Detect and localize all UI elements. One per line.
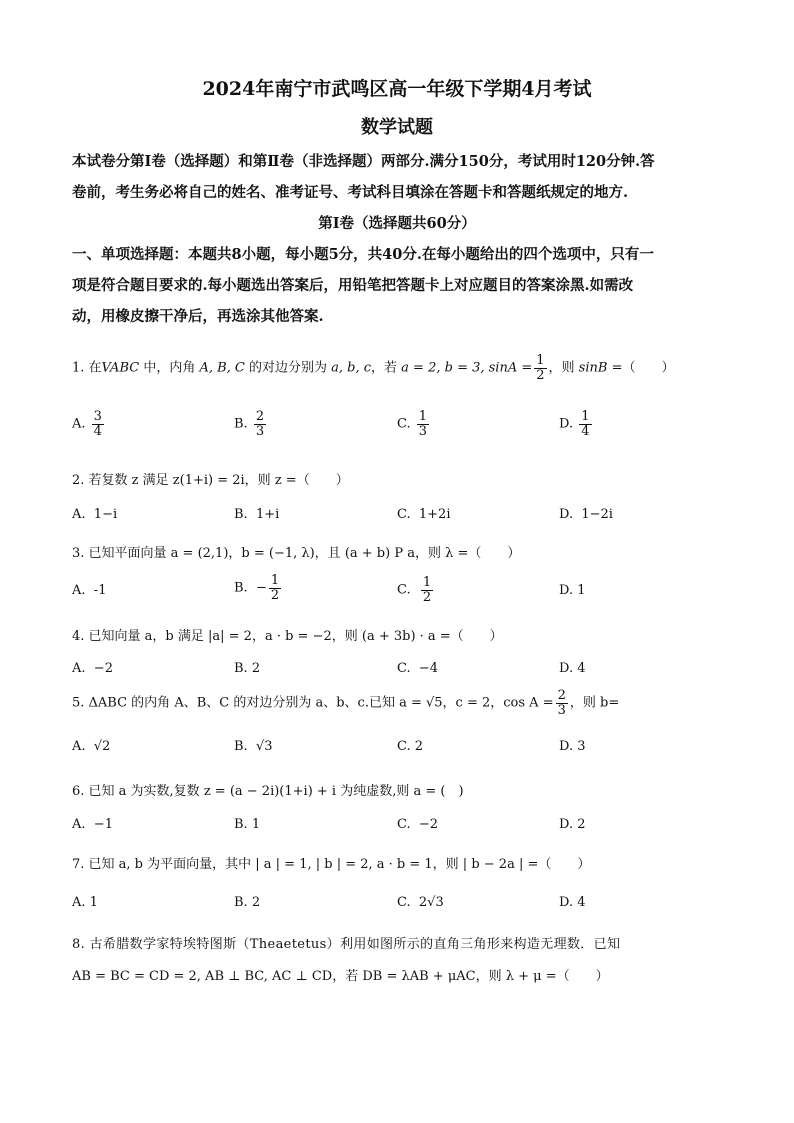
q1-condition: a = 2, b = 3, sinA = xyxy=(401,360,533,376)
q1-stem-c: 中，内角 xyxy=(139,360,200,376)
q1-stem-k: =（ ） xyxy=(607,360,675,376)
exam-subtitle: 数学试题 xyxy=(361,117,433,138)
q1-sides: a, b, c xyxy=(331,360,372,376)
q5-fraction: $\frac{2}{3}$ xyxy=(557,688,566,718)
instruction-line-3: 动，用橡皮擦干净后，再选涂其他答案. xyxy=(72,308,324,325)
q1-triangle: VABC xyxy=(101,360,140,376)
question-8-stem-line-1: 8. 古希腊数学家特埃特图斯（Theaetetus）利用如图所示的直角三角形来构造无理数．已知 xyxy=(72,937,621,952)
q3-option-b: B. − $\frac{1}{2}$ xyxy=(234,573,280,603)
q6-option-b: B. 1 xyxy=(234,817,261,832)
q3-option-d: D. 1 xyxy=(559,583,586,598)
question-8-stem-line-2: AB = BC = CD = 2, AB ⊥ BC, AC ⊥ CD，若 DB = λAB + μAC，则 λ + μ =（ ） xyxy=(72,969,609,984)
q1-stem-g: ，若 xyxy=(371,360,402,376)
q1-stem-e: 的对边分别为 xyxy=(244,360,332,376)
exam-title: 2024年南宁市武鸣区高一年级下学期4月考试 xyxy=(202,78,592,100)
q7-option-c: C. 2√3 xyxy=(397,895,444,910)
question-1-stem xyxy=(72,354,674,382)
question-5-stem: 5. ΔABC 的内角 A、B、C 的对边分别为 a、b、c.已知 a = √5，c = 2，cos A = $\frac{2}{3}$ ，则 b= xyxy=(72,688,620,718)
q7-option-d: D. 4 xyxy=(559,895,586,910)
q4-option-a: A. −2 xyxy=(72,661,113,676)
q5-option-a: A. √2 xyxy=(72,739,111,754)
question-6-stem: 6. 已知 a 为实数,复数 z = (a − 2i)(1+i) + i 为纯虚数,则 a = ( ) xyxy=(72,784,464,799)
q2-option-b: B. 1+i xyxy=(234,507,280,522)
q4-option-b: B. 2 xyxy=(234,661,261,676)
q1-stem-i: ，则 xyxy=(548,360,579,376)
q3-option-a: A. -1 xyxy=(72,583,107,598)
q6-option-c: C. −2 xyxy=(397,817,439,832)
q2-option-a: A. 1−i xyxy=(72,507,118,522)
q1-angles: A, B, C xyxy=(199,360,245,376)
q1-target: sinB xyxy=(578,360,608,376)
instruction-line-1: 一、单项选择题：本题共8小题，每小题5分，共40分.在每小题给出的四个选项中，只有一 xyxy=(72,246,654,263)
q1-fraction: $\frac{1}{2}$ xyxy=(536,353,545,383)
q1-option-d: D. $\frac{1}{4}$ xyxy=(559,409,590,439)
intro-line-1: 本试卷分第Ⅰ卷（选择题）和第Ⅱ卷（非选择题）两部分.满分150分，考试用时120分钟.答 xyxy=(72,153,655,170)
q7-option-b: B. 2 xyxy=(234,895,261,910)
q5-option-c: C. 2 xyxy=(397,739,424,754)
q6-option-d: D. 2 xyxy=(559,817,586,832)
q5-option-d: D. 3 xyxy=(559,739,586,754)
part1-heading: 第Ⅰ卷（选择题共60分） xyxy=(318,215,476,232)
q1-option-a: A. $\frac{3}{4}$ xyxy=(72,409,102,439)
question-2-stem: 2. 若复数 z 满足 z(1+i) = 2i，则 z =（ ） xyxy=(72,473,349,488)
q2-option-d: D. 1−2i xyxy=(559,507,613,522)
q6-option-a: A. −1 xyxy=(72,817,113,832)
intro-line-2: 卷前，考生务必将自己的姓名、准考证号、考试科目填涂在答题卡和答题纸规定的地方. xyxy=(72,184,629,201)
q7-option-a: A. 1 xyxy=(72,895,98,910)
q1-stem-a: 1. 在 xyxy=(72,360,102,376)
q2-option-c: C. 1+2i xyxy=(397,507,451,522)
q1-option-c: C. $\frac{1}{3}$ xyxy=(397,409,428,439)
instruction-line-2: 项是符合题目要求的.每小题选出答案后，用铅笔把答题卡上对应题目的答案涂黑.如需改 xyxy=(72,277,634,294)
question-4-stem: 4. 已知向量 a，b 满足 |a| = 2，a · b = −2，则 (a + 3b) · a =（ ） xyxy=(72,629,503,644)
q3-option-c: C. $\frac{1}{2}$ xyxy=(397,575,432,605)
q5-option-b: B. √3 xyxy=(234,739,273,754)
q4-option-c: C. −4 xyxy=(397,661,439,676)
q4-option-d: D. 4 xyxy=(559,661,586,676)
q1-option-b: B. $\frac{2}{3}$ xyxy=(234,409,265,439)
question-7-stem: 7. 已知 a, b 为平面向量，其中 | a | = 1, | b | = 2, a · b = 1，则 | b − 2a | =（ ） xyxy=(72,857,591,872)
question-3-stem: 3. 已知平面向量 a = (2,1)，b = (−1, λ)，且 (a + b) P a，则 λ =（ ） xyxy=(72,546,521,561)
